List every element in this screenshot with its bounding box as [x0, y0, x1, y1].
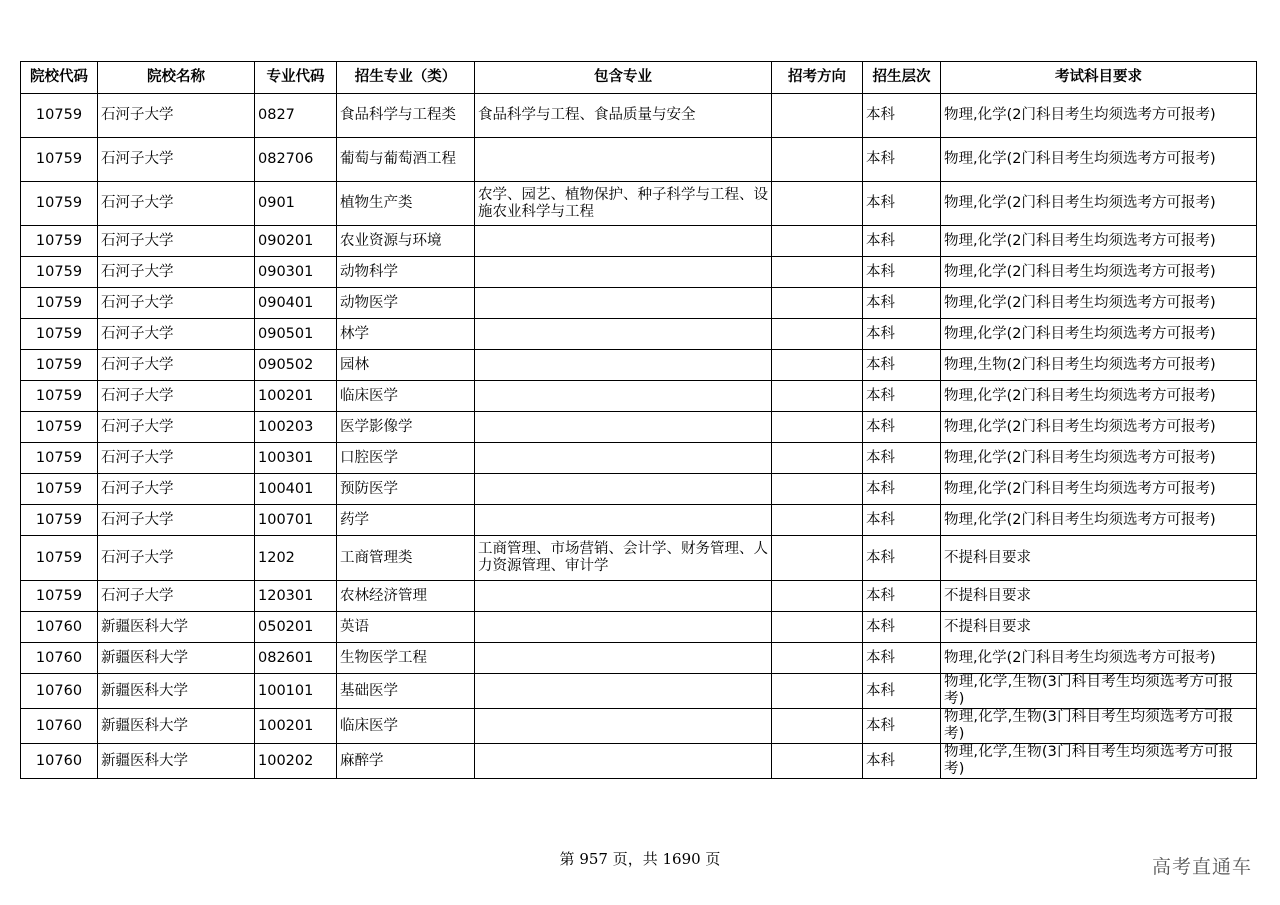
cell-major-code: 090401: [255, 288, 337, 319]
cell-direction: [772, 350, 863, 381]
cell-major-code: 100201: [255, 381, 337, 412]
table-row: [21, 581, 1257, 612]
cell-school-name: 新疆医科大学: [98, 709, 255, 744]
cell-school-code: 10759: [21, 474, 98, 505]
cell-school-code: 10759: [21, 443, 98, 474]
table-row: [21, 612, 1257, 643]
cell-major-code: 100201: [255, 709, 337, 744]
cell-school-code: 10759: [21, 257, 98, 288]
cell-school-name: 石河子大学: [98, 257, 255, 288]
cell-subject-requirement: 物理,化学(2门科目考生均须选考方可报考): [941, 474, 1257, 505]
cell-included-majors: [475, 226, 772, 257]
cell-direction: [772, 709, 863, 744]
cell-major: 食品科学与工程类: [337, 94, 475, 138]
cell-direction: [772, 288, 863, 319]
cell-direction: [772, 536, 863, 581]
cell-major: 动物科学: [337, 257, 475, 288]
cell-subject-requirement: 物理,化学(2门科目考生均须选考方可报考): [941, 288, 1257, 319]
cell-included-majors: [475, 350, 772, 381]
cell-major: 英语: [337, 612, 475, 643]
table-row: [21, 412, 1257, 443]
cell-major: 林学: [337, 319, 475, 350]
cell-major: 预防医学: [337, 474, 475, 505]
cell-subject-requirement: 不提科目要求: [941, 612, 1257, 643]
cell-included-majors: [475, 505, 772, 536]
header-level: 招生层次: [863, 62, 941, 94]
cell-subject-requirement: 物理,化学(2门科目考生均须选考方可报考): [941, 381, 1257, 412]
cell-included-majors: [475, 674, 772, 709]
cell-subject-requirement: 物理,化学(2门科目考生均须选考方可报考): [941, 412, 1257, 443]
cell-direction: [772, 443, 863, 474]
cell-direction: [772, 226, 863, 257]
cell-major: 麻醉学: [337, 744, 475, 779]
header-school-name: 院校名称: [98, 62, 255, 94]
header-included-majors: 包含专业: [475, 62, 772, 94]
cell-school-name: 石河子大学: [98, 474, 255, 505]
cell-included-majors: 工商管理、市场营销、会计学、财务管理、人力资源管理、审计学: [475, 536, 772, 581]
cell-major-code: 090301: [255, 257, 337, 288]
cell-school-code: 10760: [21, 612, 98, 643]
cell-school-name: 石河子大学: [98, 288, 255, 319]
cell-major-code: 0901: [255, 182, 337, 226]
table-row: [21, 381, 1257, 412]
cell-direction: [772, 474, 863, 505]
cell-school-name: 石河子大学: [98, 381, 255, 412]
cell-major-code: 082706: [255, 138, 337, 182]
cell-direction: [772, 257, 863, 288]
cell-school-code: 10760: [21, 643, 98, 674]
cell-included-majors: [475, 643, 772, 674]
cell-major: 临床医学: [337, 381, 475, 412]
cell-included-majors: [475, 257, 772, 288]
cell-direction: [772, 182, 863, 226]
table-row: [21, 744, 1257, 779]
cell-level: 本科: [863, 226, 941, 257]
table-row: [21, 182, 1257, 226]
cell-direction: [772, 744, 863, 779]
cell-major-code: 100401: [255, 474, 337, 505]
cell-school-code: 10759: [21, 94, 98, 138]
table-row: [21, 474, 1257, 505]
cell-level: 本科: [863, 138, 941, 182]
table-row: [21, 709, 1257, 744]
cell-school-code: 10759: [21, 581, 98, 612]
cell-direction: [772, 138, 863, 182]
cell-school-code: 10759: [21, 182, 98, 226]
cell-included-majors: [475, 581, 772, 612]
cell-major: 医学影像学: [337, 412, 475, 443]
cell-school-name: 石河子大学: [98, 350, 255, 381]
cell-school-code: 10759: [21, 350, 98, 381]
table-row: [21, 319, 1257, 350]
cell-school-name: 石河子大学: [98, 94, 255, 138]
cell-school-name: 新疆医科大学: [98, 612, 255, 643]
cell-subject-requirement: 物理,化学(2门科目考生均须选考方可报考): [941, 182, 1257, 226]
cell-major-code: 0827: [255, 94, 337, 138]
cell-subject-requirement: 不提科目要求: [941, 536, 1257, 581]
cell-direction: [772, 381, 863, 412]
cell-subject-requirement: 物理,生物(2门科目考生均须选考方可报考): [941, 350, 1257, 381]
cell-direction: [772, 412, 863, 443]
cell-included-majors: [475, 474, 772, 505]
cell-school-code: 10759: [21, 226, 98, 257]
cell-level: 本科: [863, 443, 941, 474]
cell-level: 本科: [863, 612, 941, 643]
cell-school-code: 10760: [21, 674, 98, 709]
cell-major: 工商管理类: [337, 536, 475, 581]
cell-included-majors: 食品科学与工程、食品质量与安全: [475, 94, 772, 138]
table-row: [21, 288, 1257, 319]
cell-major-code: 1202: [255, 536, 337, 581]
cell-level: 本科: [863, 474, 941, 505]
cell-direction: [772, 612, 863, 643]
cell-subject-requirement: 物理,化学,生物(3门科目考生均须选考方可报考): [941, 674, 1257, 709]
cell-school-name: 石河子大学: [98, 581, 255, 612]
table-row: [21, 536, 1257, 581]
table-row: [21, 226, 1257, 257]
cell-subject-requirement: 物理,化学,生物(3门科目考生均须选考方可报考): [941, 709, 1257, 744]
cell-subject-requirement: 物理,化学(2门科目考生均须选考方可报考): [941, 319, 1257, 350]
header-major-code: 专业代码: [255, 62, 337, 94]
cell-direction: [772, 319, 863, 350]
cell-major-code: 082601: [255, 643, 337, 674]
cell-school-code: 10760: [21, 744, 98, 779]
cell-direction: [772, 94, 863, 138]
cell-major: 临床医学: [337, 709, 475, 744]
cell-school-name: 石河子大学: [98, 319, 255, 350]
cell-level: 本科: [863, 94, 941, 138]
watermark: 高考直通车: [1151, 856, 1252, 878]
cell-major-code: 050201: [255, 612, 337, 643]
cell-major: 口腔医学: [337, 443, 475, 474]
cell-major-code: 100202: [255, 744, 337, 779]
cell-major: 葡萄与葡萄酒工程: [337, 138, 475, 182]
cell-school-code: 10759: [21, 381, 98, 412]
header-subject-requirement: 考试科目要求: [941, 62, 1257, 94]
header-school-code: 院校代码: [21, 62, 98, 94]
cell-school-name: 石河子大学: [98, 443, 255, 474]
cell-included-majors: [475, 381, 772, 412]
table-row: [21, 505, 1257, 536]
cell-subject-requirement: 物理,化学(2门科目考生均须选考方可报考): [941, 505, 1257, 536]
header-row: [21, 62, 1257, 94]
cell-subject-requirement: 不提科目要求: [941, 581, 1257, 612]
cell-major: 药学: [337, 505, 475, 536]
header-direction: 招考方向: [772, 62, 863, 94]
cell-school-code: 10759: [21, 412, 98, 443]
cell-included-majors: [475, 288, 772, 319]
cell-major: 动物医学: [337, 288, 475, 319]
cell-major-code: 090201: [255, 226, 337, 257]
cell-direction: [772, 581, 863, 612]
cell-school-name: 石河子大学: [98, 505, 255, 536]
cell-subject-requirement: 物理,化学(2门科目考生均须选考方可报考): [941, 94, 1257, 138]
cell-major-code: 100101: [255, 674, 337, 709]
cell-major-code: 120301: [255, 581, 337, 612]
cell-major-code: 100701: [255, 505, 337, 536]
cell-included-majors: [475, 138, 772, 182]
cell-included-majors: [475, 744, 772, 779]
cell-subject-requirement: 物理,化学(2门科目考生均须选考方可报考): [941, 643, 1257, 674]
cell-subject-requirement: 物理,化学(2门科目考生均须选考方可报考): [941, 257, 1257, 288]
cell-major-code: 100301: [255, 443, 337, 474]
cell-direction: [772, 643, 863, 674]
table-row: [21, 674, 1257, 709]
admission-table: [20, 61, 1257, 779]
cell-major: 生物医学工程: [337, 643, 475, 674]
cell-school-name: 石河子大学: [98, 226, 255, 257]
cell-included-majors: [475, 443, 772, 474]
cell-school-name: 新疆医科大学: [98, 643, 255, 674]
cell-school-name: 石河子大学: [98, 182, 255, 226]
cell-major: 基础医学: [337, 674, 475, 709]
cell-included-majors: [475, 612, 772, 643]
cell-level: 本科: [863, 744, 941, 779]
cell-major: 农业资源与环境: [337, 226, 475, 257]
table-row: [21, 138, 1257, 182]
cell-included-majors: 农学、园艺、植物保护、种子科学与工程、设施农业科学与工程: [475, 182, 772, 226]
cell-major-code: 090501: [255, 319, 337, 350]
cell-level: 本科: [863, 288, 941, 319]
table-row: [21, 443, 1257, 474]
cell-school-code: 10759: [21, 505, 98, 536]
cell-subject-requirement: 物理,化学,生物(3门科目考生均须选考方可报考): [941, 744, 1257, 779]
cell-level: 本科: [863, 412, 941, 443]
cell-level: 本科: [863, 643, 941, 674]
cell-level: 本科: [863, 581, 941, 612]
cell-direction: [772, 505, 863, 536]
header-major: 招生专业（类）: [337, 62, 475, 94]
cell-school-name: 石河子大学: [98, 536, 255, 581]
table-body: [21, 94, 1257, 779]
cell-level: 本科: [863, 182, 941, 226]
cell-level: 本科: [863, 381, 941, 412]
cell-major: 农林经济管理: [337, 581, 475, 612]
cell-level: 本科: [863, 319, 941, 350]
cell-school-code: 10759: [21, 138, 98, 182]
cell-level: 本科: [863, 674, 941, 709]
table-row: [21, 94, 1257, 138]
table-row: [21, 257, 1257, 288]
cell-school-name: 石河子大学: [98, 412, 255, 443]
cell-school-code: 10759: [21, 319, 98, 350]
cell-direction: [772, 674, 863, 709]
cell-subject-requirement: 物理,化学(2门科目考生均须选考方可报考): [941, 226, 1257, 257]
cell-major-code: 100203: [255, 412, 337, 443]
table-row: [21, 643, 1257, 674]
cell-school-name: 新疆医科大学: [98, 744, 255, 779]
cell-level: 本科: [863, 505, 941, 536]
cell-school-name: 石河子大学: [98, 138, 255, 182]
cell-included-majors: [475, 319, 772, 350]
cell-subject-requirement: 物理,化学(2门科目考生均须选考方可报考): [941, 443, 1257, 474]
cell-level: 本科: [863, 709, 941, 744]
cell-included-majors: [475, 709, 772, 744]
cell-subject-requirement: 物理,化学(2门科目考生均须选考方可报考): [941, 138, 1257, 182]
cell-major-code: 090502: [255, 350, 337, 381]
cell-level: 本科: [863, 257, 941, 288]
cell-school-name: 新疆医科大学: [98, 674, 255, 709]
cell-school-code: 10759: [21, 536, 98, 581]
table-row: [21, 350, 1257, 381]
cell-level: 本科: [863, 350, 941, 381]
cell-level: 本科: [863, 536, 941, 581]
cell-major: 园林: [337, 350, 475, 381]
page-number: 第 957 页，共 1690 页: [559, 850, 721, 868]
cell-included-majors: [475, 412, 772, 443]
cell-school-code: 10760: [21, 709, 98, 744]
cell-school-code: 10759: [21, 288, 98, 319]
cell-major: 植物生产类: [337, 182, 475, 226]
